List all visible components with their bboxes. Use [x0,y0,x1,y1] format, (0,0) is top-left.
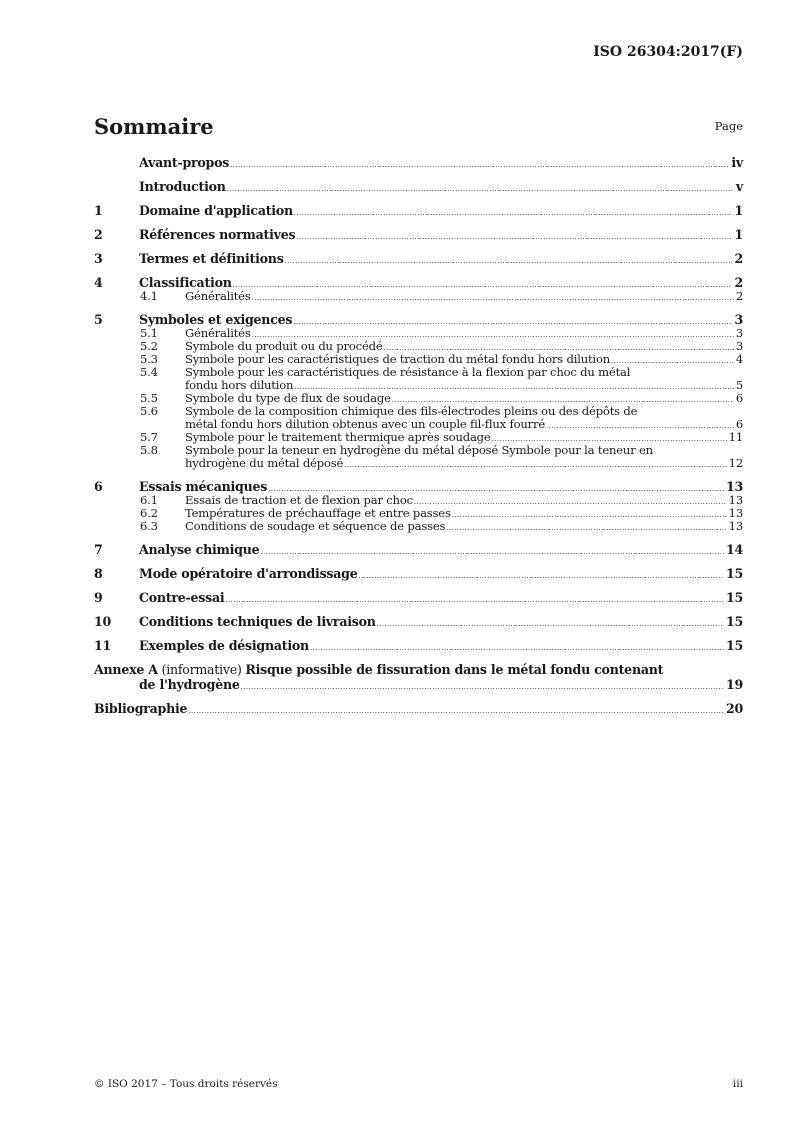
dot-leader [188,707,724,715]
toc-entry-number: 5.5 [140,391,158,405]
toc-entry-number: 6.1 [140,493,158,507]
toc-entry-page: 2 [734,251,743,266]
toc-title: Sommaire [94,114,214,139]
toc-entry-number: 5.4 [140,365,158,379]
dot-leader [233,281,733,289]
toc-entry-3[interactable] [94,251,743,266]
toc-entry-5-8[interactable] [94,444,743,470]
toc-entry-text: Termes et définitions [139,251,284,266]
toc-entry-page: 4 [735,352,743,366]
toc-entry-5-6[interactable] [94,405,743,431]
toc-entry-number: 6.3 [140,519,158,533]
page-number: iii [732,1078,743,1090]
toc-entry-number: 5.6 [140,404,158,418]
toc-entry-number: 7 [94,542,103,557]
toc-entry-number: 4 [94,275,103,290]
toc-entry-page: 13 [728,519,743,533]
toc-entry-text: Températures de préchauffage et entre passes [185,506,451,520]
dot-leader [392,396,734,404]
dot-leader [285,257,733,265]
annex-note: (informative) [157,662,246,677]
toc-entry-text: Essais de traction et de flexion par choc [185,493,413,507]
dot-leader [492,435,727,443]
toc-entry-number: 3 [94,251,103,266]
toc-entry-text: Exemples de désignation [139,638,309,653]
toc-entry-text: Généralités [185,326,251,340]
toc-entry-2[interactable] [94,227,743,242]
toc-entry-number: 8 [94,566,103,581]
toc-entry-page: v [735,179,743,194]
toc-entry-page: 13 [725,479,743,494]
toc-entry-number: 11 [94,638,112,653]
toc-entry-text: Généralités [185,289,251,303]
dot-leader [252,331,734,339]
dot-leader [384,344,734,352]
dot-leader [296,233,732,241]
annex-label: Annexe A [94,662,158,677]
dot-leader [414,498,727,506]
toc-entry-9[interactable] [94,590,743,605]
toc-entry-text-continued: métal fondu hors dilution obtenus avec un couple fil-flux fourré [185,417,545,431]
toc-entry-number: 6.2 [140,506,158,520]
toc-entry-text: Avant-propos [139,155,230,170]
toc-entry-text: Mode opératoire d'arrondissage [139,566,358,581]
toc-entry-number: 9 [94,590,103,605]
toc-entry-text: Introduction [139,179,226,194]
toc-entry-page: 13 [728,506,743,520]
toc-entry-annexe-a[interactable] [94,662,743,692]
toc-entry-page: 1 [734,227,743,242]
toc-entry-page: 20 [725,701,743,716]
toc-entry-1[interactable] [94,203,743,218]
toc-entry-11[interactable] [94,638,743,653]
toc-entry-number: 5.3 [140,352,158,366]
toc-entry-text: Symbole pour le traitement thermique après soudage [185,430,491,444]
toc-entry-avant-propos[interactable] [94,155,743,170]
toc-entry-5-4[interactable] [94,366,743,392]
toc-entry-text: Bibliographie [94,701,188,716]
toc-entry-10[interactable] [94,614,743,629]
toc-entry-page: 19 [725,677,743,692]
toc-entry-7[interactable] [94,542,743,557]
toc-entry-page: 2 [734,275,743,290]
toc-entry-text: Contre-essai [139,590,225,605]
toc-entry-number: 6 [94,479,103,494]
dot-leader [377,620,724,628]
toc-entry-number: 1 [94,203,103,218]
toc-entry-page: 3 [735,339,743,353]
toc-entry-text: Conditions techniques de livraison [139,614,376,629]
toc-entry-text: Symbole pour les caractéristiques de traction du métal fondu hors dilution [185,352,610,366]
standard-reference: ISO 26304:2017(F) [593,44,743,60]
toc-entry-text: Symbole du type de flux de soudage [185,391,391,405]
dot-leader [227,185,734,193]
toc-entry-page: 15 [725,638,743,653]
toc-entry-5[interactable] [94,312,743,327]
dot-leader [252,294,734,302]
toc-entry-text: Domaine d'application [139,203,293,218]
toc-entry-text: Essais mécaniques [139,479,268,494]
dot-leader [446,524,726,532]
toc-entry-number: 2 [94,227,103,242]
page-column-label: Page [714,119,743,133]
toc-entry-text: Symbole pour les caractéristiques de résistance à la flexion par choc du métal [185,365,631,379]
annex-title: Risque possible de fissuration dans le métal fondu contenant [245,662,664,677]
toc-entry-page: iv [731,155,743,170]
dot-leader [225,596,724,604]
dot-leader [359,572,724,580]
toc-entry-text: Conditions de soudage et séquence de passes [185,519,446,533]
toc-entry-text-continued: fondu hors dilution [185,378,294,392]
toc-entry-text: Analyse chimique [139,542,260,557]
toc-entry-8[interactable] [94,566,743,581]
toc-entry-4-1[interactable] [94,290,743,303]
dot-leader [241,683,724,691]
toc-entry-page: 3 [735,326,743,340]
toc-entry-page: 15 [725,590,743,605]
dot-leader [260,548,724,556]
dot-leader [452,511,727,519]
toc-entry-number: 4.1 [140,289,158,303]
dot-leader [294,209,733,217]
toc-entry-introduction[interactable] [94,179,743,194]
toc-entry-page: 6 [735,417,743,431]
toc-entry-6-3[interactable] [94,520,743,533]
toc-entry-page: 15 [725,614,743,629]
copyright-notice: © ISO 2017 – Tous droits réservés [94,1078,278,1090]
dot-leader [344,461,726,469]
toc-entry-page: 12 [728,456,743,470]
toc-entry-page: 13 [728,493,743,507]
toc-entry-number: 10 [94,614,112,629]
annex-title-continued: de l'hydrogène [139,677,240,692]
toc-entry-page: 11 [728,430,743,444]
toc-entry-text: Classification [139,275,232,290]
toc-entry-page: 2 [735,289,743,303]
toc-entry-page: 15 [725,566,743,581]
dot-leader [546,422,734,430]
toc-entry-page: 6 [735,391,743,405]
toc-entry-number: 5.8 [140,443,158,457]
toc-entry-page: 3 [734,312,743,327]
toc-entry-text: Références normatives [139,227,296,242]
toc-entry-number: 5.2 [140,339,158,353]
toc-entry-page: 14 [725,542,743,557]
toc-entry-number: 5.7 [140,430,158,444]
dot-leader [310,644,724,652]
toc-entry-4[interactable] [94,275,743,290]
toc-entry-page: 1 [734,203,743,218]
toc-entry-text: Symbole pour la teneur en hydrogène du métal déposé Symbole pour la teneur en [185,443,653,457]
dot-leader [611,357,734,365]
toc-entry-number: 5 [94,312,103,327]
toc-entry-bibliographie[interactable] [94,701,743,716]
toc-entry-number: 5.1 [140,326,158,340]
dot-leader [293,318,732,326]
table-of-contents [94,155,743,716]
toc-entry-6[interactable] [94,479,743,494]
toc-entry-text: Symbole du produit ou du procédé [185,339,383,353]
toc-entry-text: Symboles et exigences [139,312,293,327]
dot-leader [268,485,724,493]
toc-entry-text: Symbole de la composition chimique des fils-électrodes pleins ou des dépôts de [185,404,638,418]
toc-entry-page: 5 [735,378,743,392]
toc-entry-text-continued: hydrogène du métal déposé [185,456,344,470]
dot-leader [294,383,734,391]
dot-leader [230,161,729,169]
